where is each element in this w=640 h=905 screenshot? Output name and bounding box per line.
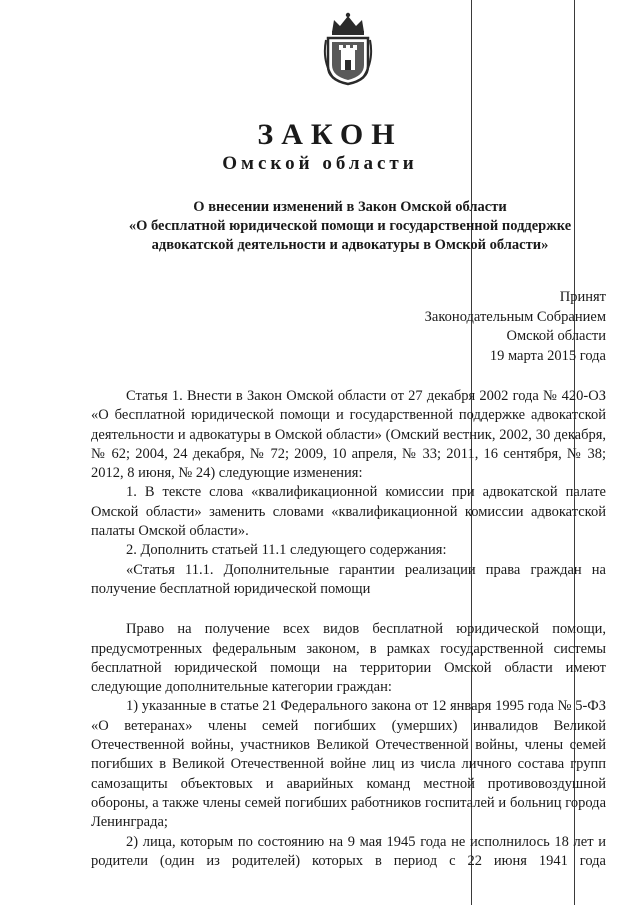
paragraph-gap — [91, 599, 606, 620]
amendment-item-2: 2. Дополнить статьей 11.1 следующего содержания: — [126, 542, 447, 559]
adoption-line: Принят — [559, 289, 606, 305]
category-1-paragraph: 1) указанные в статье 21 Федерального закона от 12 января 1995 года № 5-ФЗ «О ветеранах» члены семей погибших (умерших) инвалидов Великой Отечественной войны, участников Великой Отечественной войны, члены семей погибших в Великой Отечественной войне лиц из числа личного состава групп самозащиты объектовых и аварийных команд местной противовоздушной обороны, а также члены семей погибших работников госпиталей и больниц города Ленинграда; — [91, 698, 606, 831]
eligibility-paragraph: Право на получение всех видов бесплатной юридической помощи, предусмотренных федеральным законом, в рамках государственной системы бесплатной юридической помощи на территории Омской области имеют следующие дополнительные категории граждан: — [91, 621, 606, 696]
document-type-heading: ЗАКОН — [257, 118, 403, 151]
adoption-line: Законодательным Собранием — [424, 308, 606, 325]
document-body — [91, 387, 606, 871]
region-heading: Омской области — [222, 153, 418, 174]
article-11-1-heading: «Статья 11.1. Дополнительные гарантии реализации права граждан на получение бесплатной юридической помощи — [91, 561, 606, 597]
adoption-block — [425, 288, 606, 366]
adoption-line: Омской области — [506, 328, 606, 344]
law-title-line: адвокатской деятельности и адвокатуры в Омской области» — [151, 237, 549, 253]
category-2-paragraph: 2) лица, которым по состоянию на 9 мая 1945 года не исполнилось 18 лет и родители (один из родителей) которых в период с 22 июня 1941 года — [91, 833, 606, 869]
amendment-item-1: 1. В тексте слова «квалификационной комиссии при адвокатской палате Омской области» заменить словами «квалификационной комиссии адвокатской палаты Омской области». — [91, 484, 606, 540]
law-title-line: «О бесплатной юридической помощи и государственной поддержке — [128, 218, 572, 234]
adoption-date: 19 марта 2015 года — [489, 347, 606, 364]
law-title-line: О внесении изменений в Закон Омской области — [193, 199, 507, 215]
omsk-coat-of-arms-icon — [322, 10, 374, 86]
article-1-paragraph: Статья 1. Внести в Закон Омской области от 27 декабря 2002 года № 420-ОЗ «О бесплатной юридической помощи и государственной поддержке адвокатской деятельности и адвокатуры в Омской области» (Омский вестник, 2002, 30 декабря, № 62; 2004, 24 декабря, № 72; 2009, 10 апреля, № 33; 2011, 16 сентября, № 38; 2012, 8 июня, № 24) следующие изменения: — [91, 388, 606, 482]
law-title — [100, 198, 600, 255]
